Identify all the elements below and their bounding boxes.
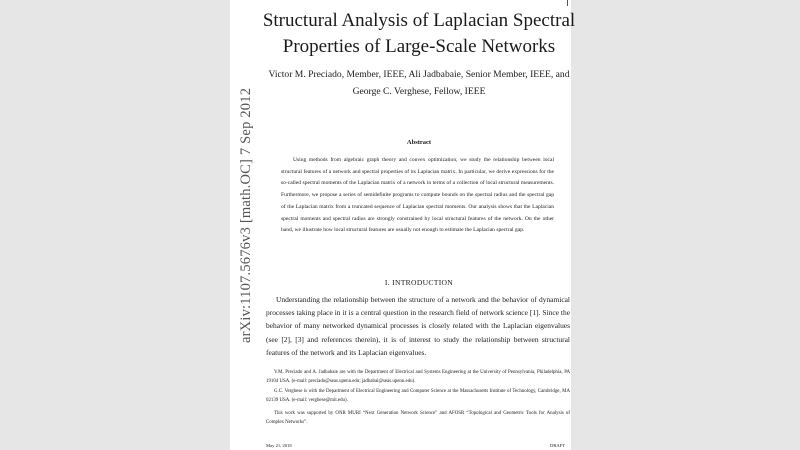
footer-draft-label: DRAFT [550, 443, 566, 448]
introduction-paragraph: Understanding the relationship between the structure of a network and the behavior of dynamical processes taking place in it is a central question in the research field of network science [1]. Since the behavior of many networked dynamical processes is closely related with the Laplacian eigenvalues (see [2], [3] and references therein), it is of interest to study the relationship between structural features of the network and its Laplacian eigenvalues. [266, 295, 570, 357]
paper-title-line-2: Properties of Large-Scale Networks [282, 36, 556, 57]
section-heading-introduction: I. INTRODUCTION [384, 278, 454, 287]
arxiv-stamp-text: arXiv:1107.5676v3 [math.OC] 7 Sep 2012 [238, 87, 254, 343]
abstract-body: Using methods from algebraic graph theory and convex optimization, we study the relationship between local structural features of a network and spectral properties of its Laplacian matrix. In particular, we derive expressions for the so-called spectral moments of the Laplacian matrix of a network in terms of a collection of local structural measurements. Furthermore, we propose a series of semidefinite programs to compute bounds on the spectral radius and the spectral gap of the Laplacian matrix from a truncated sequence of Laplacian spectral moments. Our analysis shows that the Laplacian spectral moments and spectral radius are strongly constrained by local structural features of the network. On the other hand, we illustrate how local structural features are usually not enough to estimate the Laplacian spectral gap. [281, 157, 554, 234]
authors-line-1: Victor M. Preciado, Member, IEEE, Ali Jadbabaie, Senior Member, IEEE, and [268, 69, 570, 80]
footnote-affiliation-1: V.M. Preciado and A. Jadbabaie are with the Department of Electrical and Systems Engineering at the University of Pennsylvania, Philadelphia, PA 19104 USA. (e-mail: preciado@seas.upenn.edu; jadbabai@seas.upenn.edu). [266, 370, 570, 385]
authors-line-2: George C. Verghese, Fellow, IEEE [352, 86, 486, 97]
footer-date: May 21, 2018 [266, 443, 292, 448]
abstract-heading: Abstract [406, 139, 432, 146]
paper-title-line-1: Structural Analysis of Laplacian Spectral [262, 10, 576, 31]
footnote-affiliation-2: G.C. Verghese is with the Department of Electrical Engineering and Computer Science at the Massachusetts Institute of Technology, Cambridge, MA 02139 USA. (e-mail: verghese@mit.edu). [266, 389, 570, 404]
footnote-funding: This work was supported by ONR MURI “Next Generation Network Science” and AFOSR “Topological and Geometric Tools for Analysis of Complex Networks”. [266, 411, 570, 426]
